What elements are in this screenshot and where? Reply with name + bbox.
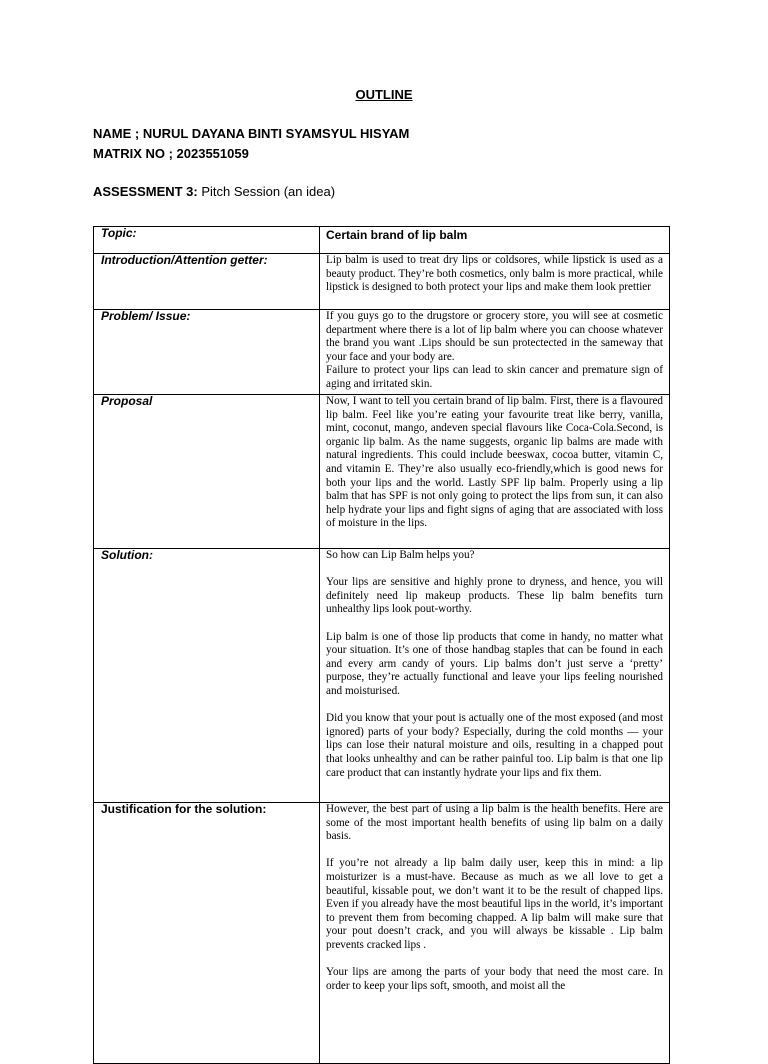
problem-label: Problem/ Issue: (94, 310, 320, 395)
topic-label: Topic: (94, 227, 320, 254)
justification-label: Justification for the solution: (94, 803, 320, 1064)
table-row-topic (94, 227, 670, 254)
introduction-label: Introduction/Attention getter: (94, 254, 320, 310)
topic-value: Certain brand of lip balm (320, 227, 670, 254)
student-name: NAME ; NURUL DAYANA BINTI SYAMSYUL HISYAM (93, 126, 410, 141)
table-row-problem (94, 310, 670, 395)
justification-paragraph: Your lips are among the parts of your body that need the most care. In order to keep your lips soft, smooth, and moist all the (326, 966, 663, 992)
table-row-justification (94, 803, 670, 1064)
solution-paragraph: Lip balm is one of those lip products that come in handy, no matter what your situation. It’s one of those handbag staples that can be found in each and every arm candy of yours. Lip balms don’t just serve a ‘pretty’ purpose, they’re actually functional and leave your lips feeling nourished and moisturised. (326, 630, 663, 697)
justification-value (320, 803, 670, 1064)
assessment-heading (93, 184, 335, 199)
solution-value (320, 549, 670, 803)
solution-paragraph: Did you know that your pout is actually one of the most exposed (and most ignored) parts of your body? Especially, during the cold months — your lips can lose their natural moisture and oils, resulting in a chapped pout that looks unhealthy and can be rather painful too. Lip balm is that one lip care product that can instantly hydrate your lips and fix them. (326, 712, 663, 779)
problem-value (320, 310, 670, 395)
solution-label: Solution: (94, 549, 320, 803)
table-row-solution (94, 549, 670, 803)
outline-table (93, 226, 670, 1064)
proposal-value (320, 395, 670, 549)
assessment-title: Pitch Session (an idea) (201, 184, 336, 199)
proposal-text: Now, I want to tell you certain brand of lip balm. First, there is a flavoured lip balm. Feel like you’re eating your favourite treat like berry, vanilla, mint, coconut, mango, andeven special flavours like Coca-Cola.Second, is organic lip balm. As the name suggests, organic lip balms are made with natural ingredients. This could include beeswax, cocoa butter, vitamin C, and vitamin E. They’re also usually eco-friendly,which is good news for both your lips and the world. Lastly SPF lip balm. Properly using a lip balm that has SPF is not only going to protect the lips from sun, it can also help hydrate your lips and fight signs of aging that are associated with loss of moisture in the lips. (326, 395, 663, 530)
solution-paragraph: Your lips are sensitive and highly prone to dryness, and hence, you will definitely need lip makeup products. These lip balm benefits turn unhealthy lips look pout-worthy. (326, 576, 663, 616)
page-title: OUTLINE (355, 87, 413, 102)
table-row-proposal (94, 395, 670, 549)
matrix-number: MATRIX NO ; 2023551059 (93, 146, 249, 161)
problem-paragraph: Failure to protect your lips can lead to skin cancer and premature sign of aging and irritated skin. (326, 364, 663, 390)
introduction-text: Lip balm is used to treat dry lips or coldsores, while lipstick is used as a beauty product. They’re both cosmetics, only balm is more practical, while lipstick is designed to both protect your lips and make them look prettier (326, 254, 663, 294)
justification-paragraph: If you’re not already a lip balm daily user, keep this in mind: a lip moisturizer is a must-have. Because as much as we all love to get a beautiful, kissable pout, we don’t want it to be the result of chapped lips. Even if you already have the most beautiful lips in the world, it’s important to prevent them from becoming chapped. A lip balm will make sure that your pout doesn’t crack, and you will always be kissable . Lip balm prevents cracked lips . (326, 857, 663, 951)
assessment-label: ASSESSMENT 3: (93, 184, 202, 199)
solution-paragraph: So how can Lip Balm helps you? (326, 549, 475, 561)
justification-paragraph: However, the best part of using a lip balm is the health benefits. Here are some of the most important health benefits of using lip balm on a daily basis. (326, 803, 663, 843)
table-row-introduction (94, 254, 670, 310)
introduction-value (320, 254, 670, 310)
proposal-label: Proposal (94, 395, 320, 549)
problem-paragraph: If you guys go to the drugstore or grocery store, you will see at cosmetic department where there is a lot of lip balm where you can choose whatever the brand you want .Lips should be sun protectected in the sameway that your face and your body are. (326, 310, 663, 363)
